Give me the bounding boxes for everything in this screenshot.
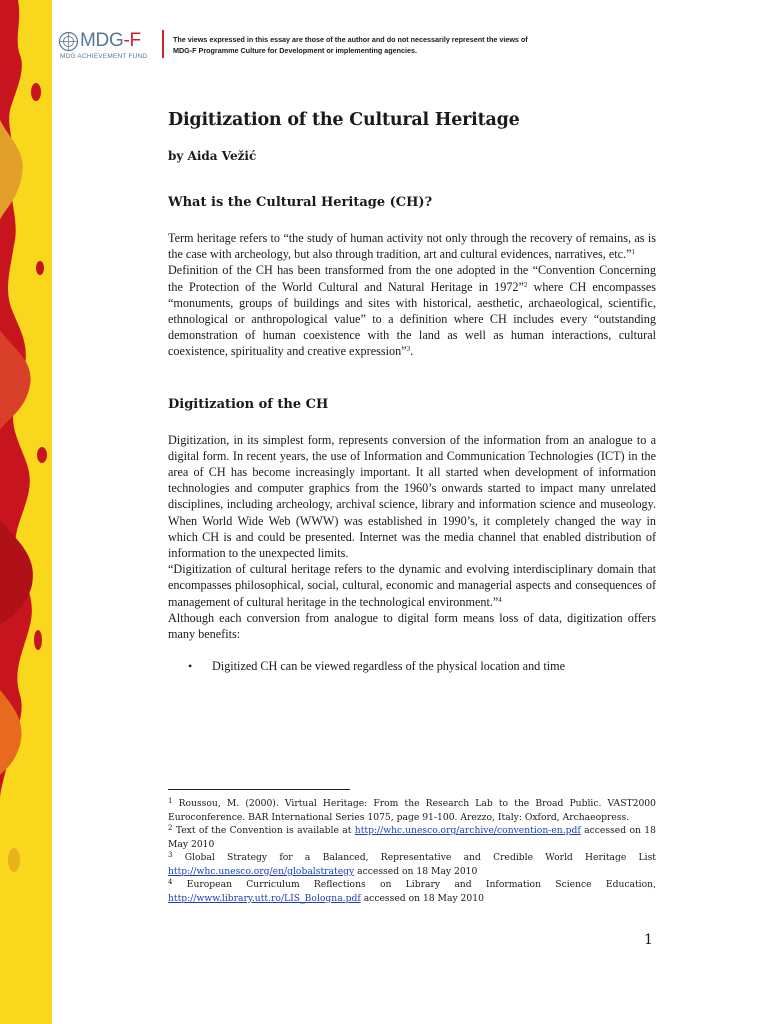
section-heading-digitization: Digitization of the CH <box>168 396 329 412</box>
convention-link[interactable]: http://whc.unesco.org/archive/convention-en.pdf <box>354 825 581 836</box>
paragraph: “Digitization of cultural heritage refers to the dynamic and evolving interdisciplinary domain that encompasses philosophical, social, cultural, economic and managerial aspects and consequences of management of cultural heritage in the technological environment.”$^4$ <box>168 562 656 609</box>
footnote-ref[interactable]: 1 <box>631 248 636 257</box>
mdgf-logo: MDG-F <box>80 30 141 51</box>
footnotes <box>168 797 656 905</box>
disclaimer-line-2: MDG-F Programme Culture for Development or implementing agencies. <box>173 46 418 55</box>
decorative-side-band <box>0 0 52 1024</box>
paragraph: Term heritage refers to “the study of human activity not only through the recovery of remains, as is the case with archeology, but also through tradition, art and cultural evidences, narratives, etc.”$^1$ <box>168 231 656 262</box>
footnote-ref[interactable]: 2 <box>523 280 528 289</box>
section-heading-what-is-ch: What is the Cultural Heritage (CH)? <box>168 195 433 210</box>
author-byline: by Aida Vežić <box>168 149 257 163</box>
document-body <box>168 108 656 674</box>
disclaimer <box>173 34 528 56</box>
footnote-4: $^4$ European Curriculum Reflections on Library and Information Science Education, http://www.library.utt.ro/LIS_Bologna.pdf accessed on 18 May 2010 <box>168 878 656 904</box>
un-emblem-icon <box>58 31 79 52</box>
footnote-ref[interactable]: 4 <box>498 595 502 604</box>
disclaimer-line-1: The views expressed in this essay are those of the author and do not necessarily represent the views of <box>173 35 528 44</box>
footnote-3: $^3$ Global Strategy for a Balanced, Representative and Credible World Heritage List http://whc.unesco.org/en/globalstrategy accessed on 18 May 2010 <box>168 851 656 877</box>
benefits-list <box>168 658 656 674</box>
header <box>58 30 738 62</box>
lis-bologna-link[interactable]: http://www.library.utt.ro/LIS_Bologna.pdf <box>168 892 361 904</box>
paragraph: Although each conversion from analogue to digital form means loss of data, digitization offers many benefits: <box>168 610 656 642</box>
paragraph: Digitization, in its simplest form, represents conversion of the information from an analogue to a digital form. In recent years, the use of Information and Communication Technologies (ICT) in the area of CH has become increasingly important. It all started when development of information technologies and computer graphics from the 1960’s onwards started to impact many unrelated disciplines, including archeology, archival science, library and information science and museology. When World Wide Web (WWW) was established in 1990’s, it completely changed the way in which CH is and could be presented. Internet was the media channel that enabled distribution of information to the unexpected limits. <box>168 432 656 561</box>
footnote-2: $^2$ Text of the Convention is available at http://whc.unesco.org/archive/convention-en.pdf accessed on 18 May 2010 <box>168 824 656 850</box>
logo-subtitle: MDG ACHIEVEMENT FUND <box>60 53 148 60</box>
footnote-separator <box>168 789 350 790</box>
footnote-1: $^1$ Roussou, M. (2000). Virtual Heritage: From the Research Lab to the Broad Public. VAST2000 Euroconference. BAR International Series 1075, page 91-100. Arezzo, Italy: Oxford, Archaeopress. <box>168 797 656 823</box>
list-item: • Digitized CH can be viewed regardless of the physical location and time <box>212 658 656 674</box>
document-title: Digitization of the Cultural Heritage <box>168 110 520 130</box>
paragraph: Definition of the CH has been transformed from the one adopted in the “Convention Concerning the Protection of the World Cultural and Natural Heritage in 1972”$^2$ where CH encompasses “monuments, groups of buildings and sites with historical, aesthetic, archaeological, scientific, ethnological or anthropological value” to a definition where CH includes every “outstanding demonstration of human coexistence with the land as well as human interactions, cultural coexistence, spirituality and creative expression”$^3$. <box>168 263 656 359</box>
footnote-ref[interactable]: 3 <box>406 345 411 354</box>
logo-divider <box>162 30 164 58</box>
global-strategy-link[interactable]: http://whc.unesco.org/en/globalstrategy <box>168 865 355 877</box>
page-number: 1 <box>644 932 653 948</box>
